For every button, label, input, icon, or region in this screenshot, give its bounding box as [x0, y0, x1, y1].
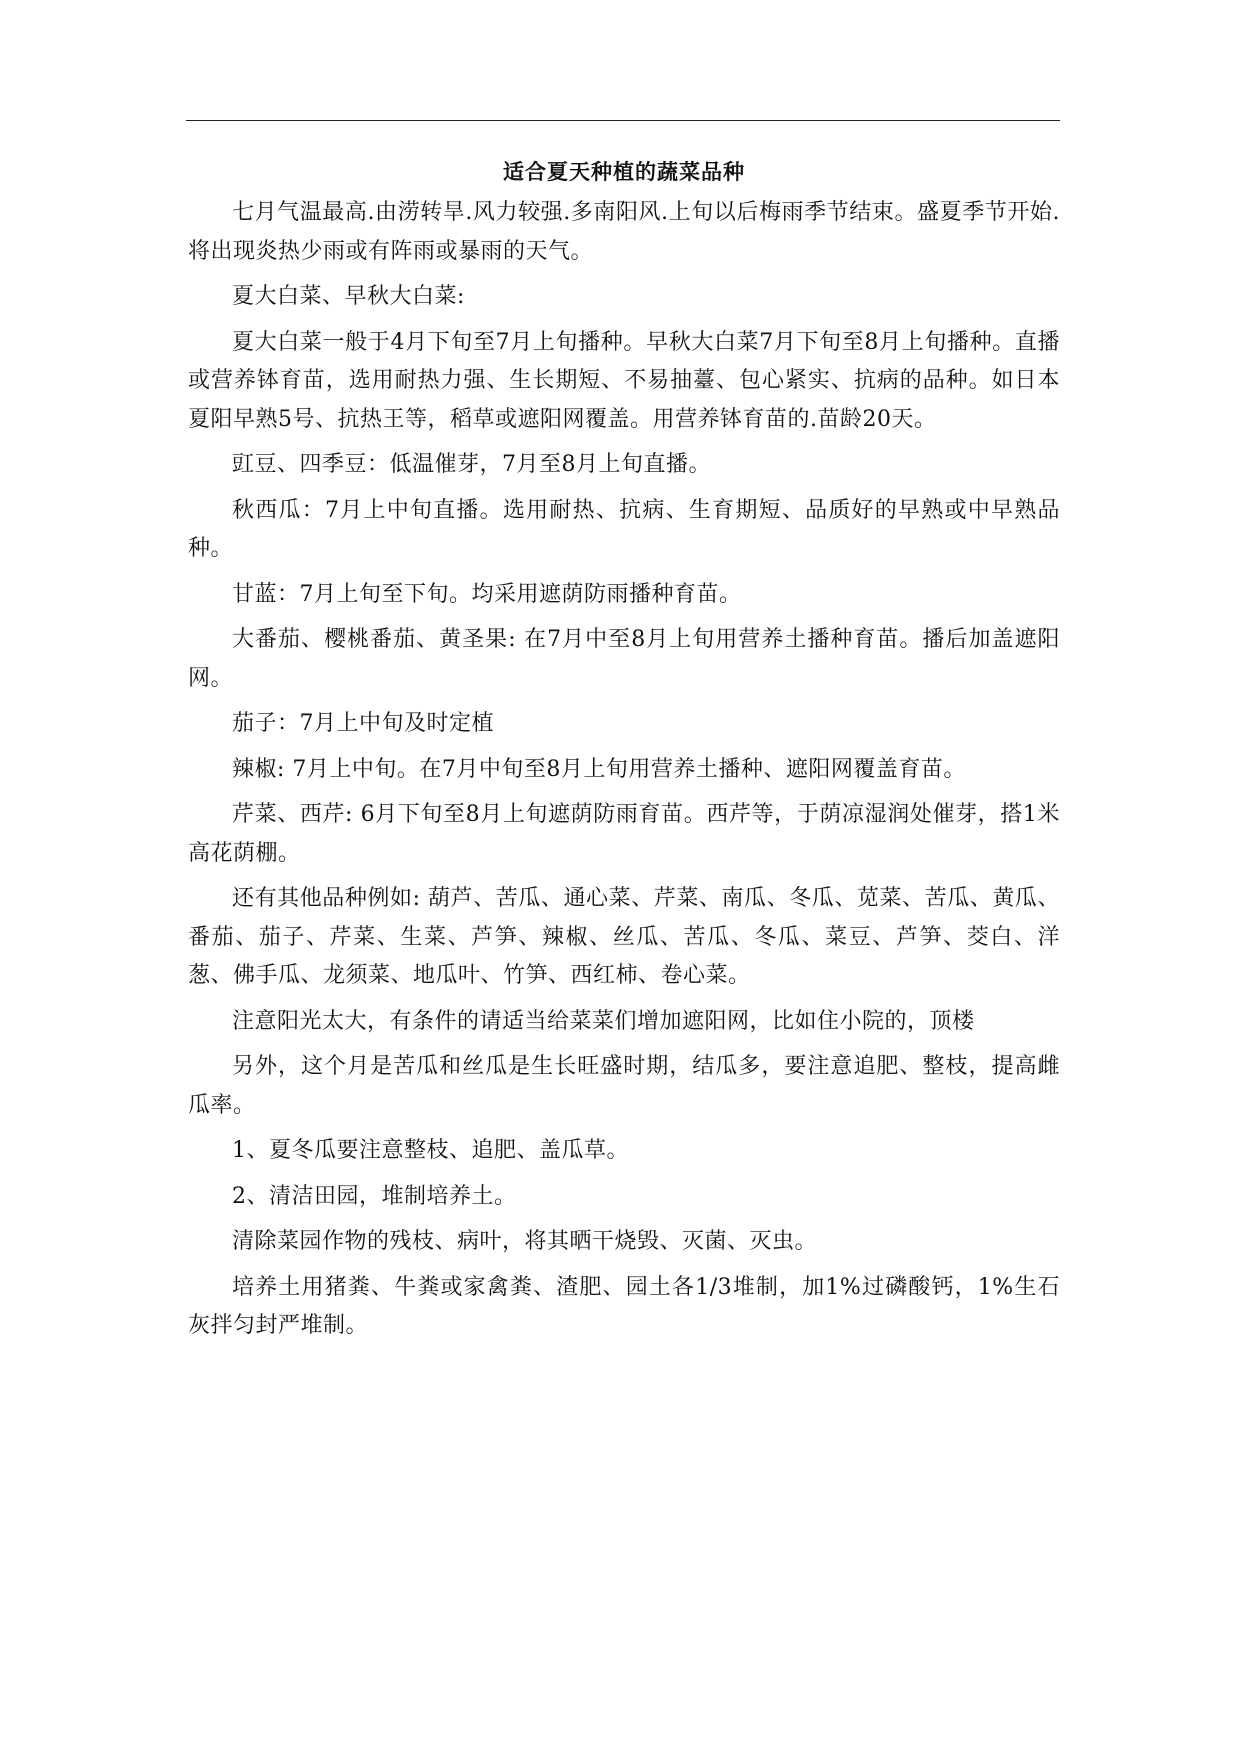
paragraph-bitter-melon: 另外，这个月是苦瓜和丝瓜是生长旺盛时期，结瓜多，要注意追肥、整枝，提高雌瓜率。 [188, 1054, 1060, 1118]
paragraph-cabbage: 夏大白菜一般于4月下旬至7月上旬播种。早秋大白菜7月下旬至8月上旬播种。直播或营养钵育苗，选用耐热力强、生长期短、不易抽薹、包心紧实、抗病的品种。如日本夏阳早熟5号、抗热王等，稻草或遮阳网覆盖。用营养钵育苗的.苗龄20天。 [188, 329, 1060, 432]
paragraph-cabbage-ganlan: 甘蓝：7月上旬至下旬。均采用遮荫防雨播种育苗。 [232, 581, 742, 607]
paragraph-watermelon: 秋西瓜：7月上中旬直播。选用耐热、抗病、生育期短、品质好的早熟或中早熟品种。 [188, 497, 1060, 561]
paragraph-celery: 芹菜、西芹: 6月下旬至8月上旬遮荫防雨育苗。西芹等，于荫凉湿润处催芽，搭1米高花荫棚。 [188, 802, 1060, 866]
paragraph-list-item-2: 2、清洁田园，堆制培养土。 [232, 1183, 517, 1209]
paragraph-other-varieties: 还有其他品种例如: 葫芦、苦瓜、通心菜、芹菜、南瓜、冬瓜、苋菜、苦瓜、黄瓜、番茄、茄子、芹菜、生菜、芦笋、辣椒、丝瓜、苦瓜、冬瓜、菜豆、芦笋、茭白、洋葱、佛手瓜、龙须菜、地瓜叶、竹笋、西红柿、卷心菜。 [188, 886, 1060, 988]
paragraph-soil: 培养土用猪粪、牛粪或家禽粪、渣肥、园土各1/3堆制，加1%过磷酸钙，1%生石灰拌匀封严堆制。 [188, 1274, 1060, 1338]
paragraph-beans: 豇豆、四季豆：低温催芽，7月至8月上旬直播。 [232, 452, 711, 477]
header-rule [186, 120, 1060, 121]
document-title: 适合夏天种植的蔬菜品种 [503, 160, 745, 184]
paragraph-pepper: 辣椒: 7月上中旬。在7月中旬至8月上旬用营养土播种、遮阳网覆盖育苗。 [232, 756, 966, 782]
document-body [188, 154, 1060, 1353]
paragraph-cleanup: 清除菜园作物的残枝、病叶，将其晒干烧毁、灭菌、灭虫。 [232, 1229, 818, 1254]
paragraph-eggplant: 茄子：7月上中旬及时定植 [232, 711, 494, 736]
paragraph-list-item-1: 1、夏冬瓜要注意整枝、追肥、盖瓜草。 [232, 1138, 629, 1163]
paragraph-intro: 七月气温最高.由涝转旱.风力较强.多南阳风.上旬以后梅雨季节结束。盛夏季节开始.将出现炎热少雨或有阵雨或暴雨的天气。 [188, 200, 1060, 264]
paragraph-cabbage-heading: 夏大白菜、早秋大白菜: [232, 284, 465, 309]
paragraph-shade-note: 注意阳光太大，有条件的请适当给菜菜们增加遮阳网，比如住小院的，顶楼 [232, 1008, 975, 1034]
paragraph-tomato: 大番茄、樱桃番茄、黄圣果: 在7月中至8月上旬用营养土播种育苗。播后加盖遮阳网。 [188, 627, 1060, 691]
